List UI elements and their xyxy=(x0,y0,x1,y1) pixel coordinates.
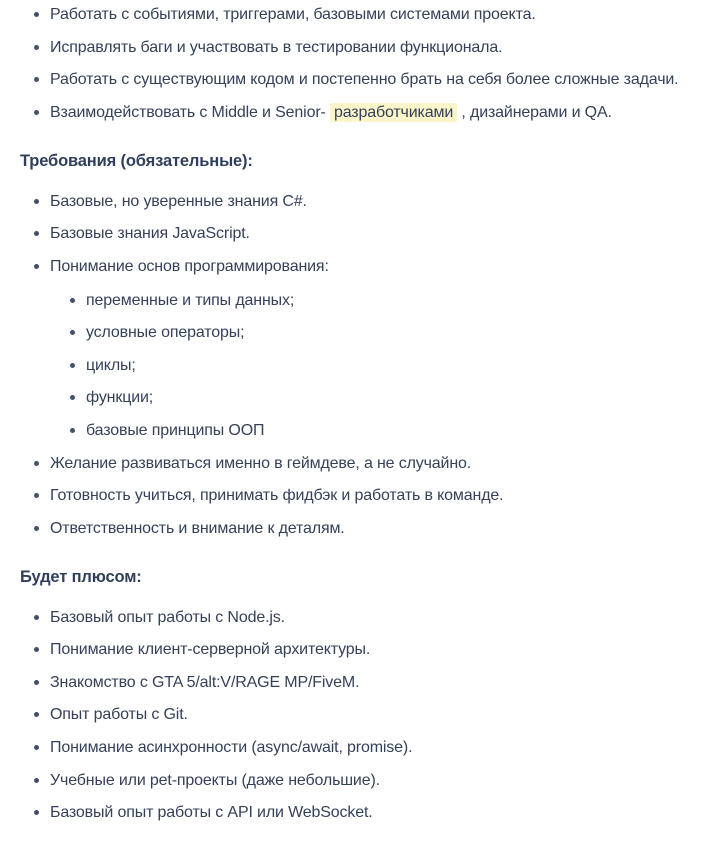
list-item: Базовый опыт работы с Node.js. xyxy=(33,605,702,631)
sublist-item: условные операторы; xyxy=(69,320,702,346)
list-item: Учебные или pet-проекты (даже небольшие). xyxy=(33,768,702,794)
list-item: Базовые, но уверенные знания C#. xyxy=(33,189,702,215)
list-item xyxy=(33,100,702,126)
list-item: Базовые знания JavaScript. xyxy=(33,221,702,247)
list-item-text: Взаимодействовать с Middle и Senior- xyxy=(50,103,330,121)
list-item: Понимание клиент-серверной архитектуры. xyxy=(33,637,702,663)
section-heading-requirements: Требования (обязательные): xyxy=(20,152,253,171)
sublist-item: циклы; xyxy=(69,353,702,379)
requirements-list xyxy=(20,189,702,542)
sublist-item: функции; xyxy=(69,385,702,411)
responsibilities-list xyxy=(20,2,702,125)
list-item: Базовый опыт работы с API или WebSocket. xyxy=(33,800,702,826)
list-item: Готовность учиться, принимать фидбэк и работать в команде. xyxy=(33,483,702,509)
list-item-text: Понимание основ программирования: xyxy=(50,257,329,275)
list-item: Опыт работы с Git. xyxy=(33,702,702,728)
list-item: Желание развиваться именно в геймдеве, а не случайно. xyxy=(33,451,702,477)
list-item: Работать с существующим кодом и постепенно брать на себя более сложные задачи. xyxy=(33,67,702,93)
section-heading-nice-to-have: Будет плюсом: xyxy=(20,568,142,587)
list-item xyxy=(33,254,702,444)
list-item: Работать с событиями, триггерами, базовыми системами проекта. xyxy=(33,2,702,28)
sublist-item: переменные и типы данных; xyxy=(69,288,702,314)
search-highlight: разработчиками xyxy=(330,103,457,122)
sublist-item: базовые принципы ООП xyxy=(69,418,702,444)
list-item: Ответственность и внимание к деталям. xyxy=(33,516,702,542)
list-item-text: , дизайнерами и QA. xyxy=(457,103,612,121)
list-item: Исправлять баги и участвовать в тестировании функционала. xyxy=(33,35,702,61)
list-item: Понимание асинхронности (async/await, promise). xyxy=(33,735,702,761)
programming-basics-sublist xyxy=(50,288,702,444)
nice-to-have-list xyxy=(20,605,702,826)
list-item: Знакомство с GTA 5/alt:V/RAGE MP/FiveM. xyxy=(33,670,702,696)
